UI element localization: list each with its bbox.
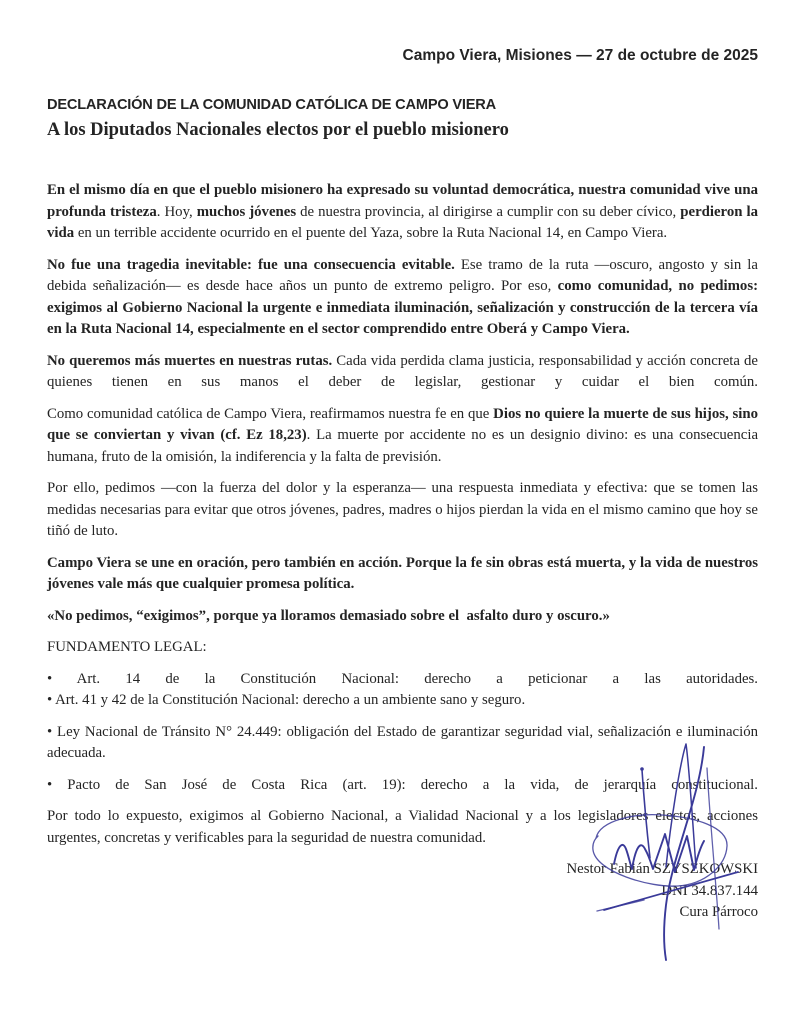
closing-paragraph: Por todo lo expuesto, exigimos al Gobierno Nacional, a Vialidad Nacional y a los legisladores electos, acciones urgentes, concretas y verificables para la seguridad de nuestra comunidad. — [47, 808, 758, 846]
legal-bullet-transit-law: • Ley Nacional de Tránsito N° 24.449: obligación del Estado de garantizar seguridad vial, señalización e iluminación adecuada. — [47, 723, 758, 761]
legal-bullet-art41-42: • Art. 41 y 42 de la Constitución Nacional: derecho a un ambiente sano y seguro. — [47, 692, 526, 708]
signature-block — [47, 859, 758, 924]
legal-bullet-pacto-san-jose: • Pacto de San José de Costa Rica (art. 19): derecho a la vida, de jerarquía constitucional. — [47, 776, 758, 793]
document-title: DECLARACIÓN DE LA COMUNIDAD CATÓLICA DE CAMPO VIERA — [47, 97, 496, 113]
quote-line: «No pedimos, “exigimos”, porque ya lloramos demasiado sobre el asfalto duro y oscuro.» — [47, 607, 610, 624]
date-line: Campo Viera, Misiones — 27 de octubre de 2025 — [402, 47, 758, 64]
document-subtitle: A los Diputados Nacionales electos por el pueblo misionero — [47, 120, 509, 140]
paragraph-no-more-deaths: No queremos más muertes en nuestras rutas. Cada vida perdida clama justicia, responsabilidad y acción concreta de quienes tienen en sus manos el deber de legislar, gestionar y cuidar el bien común. — [47, 352, 758, 390]
paragraph-prayer-and-action: Campo Viera se une en oración, pero también en acción. Porque la fe sin obras está muerta, y la vida de nuestros jóvenes vale más que cualquier promesa política. — [47, 554, 758, 592]
signatory-dni: DNI 34.837.144 — [661, 882, 758, 899]
legal-heading: FUNDAMENTO LEGAL: — [47, 639, 207, 655]
paragraph-opening-tragedy: En el mismo día en que el pueblo misionero ha expresado su voluntad democrática, nuestra comunidad vive una profunda tristeza. Hoy, muchos jóvenes de nuestra provincia, al dirigirse a cumplir con su deber cívico, perdieron la vida en un terrible accidente ocurrido en el puente del Yaza, sobre la Ruta Nacional 14, en Campo Viera. — [47, 182, 758, 241]
paragraph-faith-statement: Como comunidad católica de Campo Viera, reafirmamos nuestra fe en que Dios no quiere la muerte de sus hijos, sino que se conviertan y vivan (cf. Ez 18,23). La muerte por accidente no es un designio divino: es una consecuencia humana, fruto de la omisión, la indiferencia y la falta de previsión. — [47, 405, 759, 465]
signatory-role: Cura Párroco — [679, 904, 758, 920]
signatory-name: Nestor Fabián SZYSZKOWSKI — [566, 861, 758, 877]
paragraph-immediate-response: Por ello, pedimos —con la fuerza del dolor y la esperanza— una respuesta inmediata y efectiva: que se tomen las medidas necesarias para evitar que otros jóvenes, padres, madres o hijos pierdan la vida en el mismo camino que hoy se tiñó de luto. — [47, 480, 758, 539]
paragraph-evitable-consequence: No fue una tragedia inevitable: fue una consecuencia evitable. Ese tramo de la ruta —oscuro, angosto y sin la debida señalización— es desde hace años un punto de extremo peligro. Por eso, como comunidad, no pedimos: exigimos al Gobierno Nacional la urgente e inmediata iluminación, señalización y construcción de la tercera vía en la Ruta Nacional 14, especialmente en el sector comprendido entre Oberá y Campo Viera. — [47, 256, 758, 337]
legal-bullet-art14: • Art. 14 de la Constitución Nacional: derecho a peticionar a las autoridades. — [47, 670, 758, 687]
